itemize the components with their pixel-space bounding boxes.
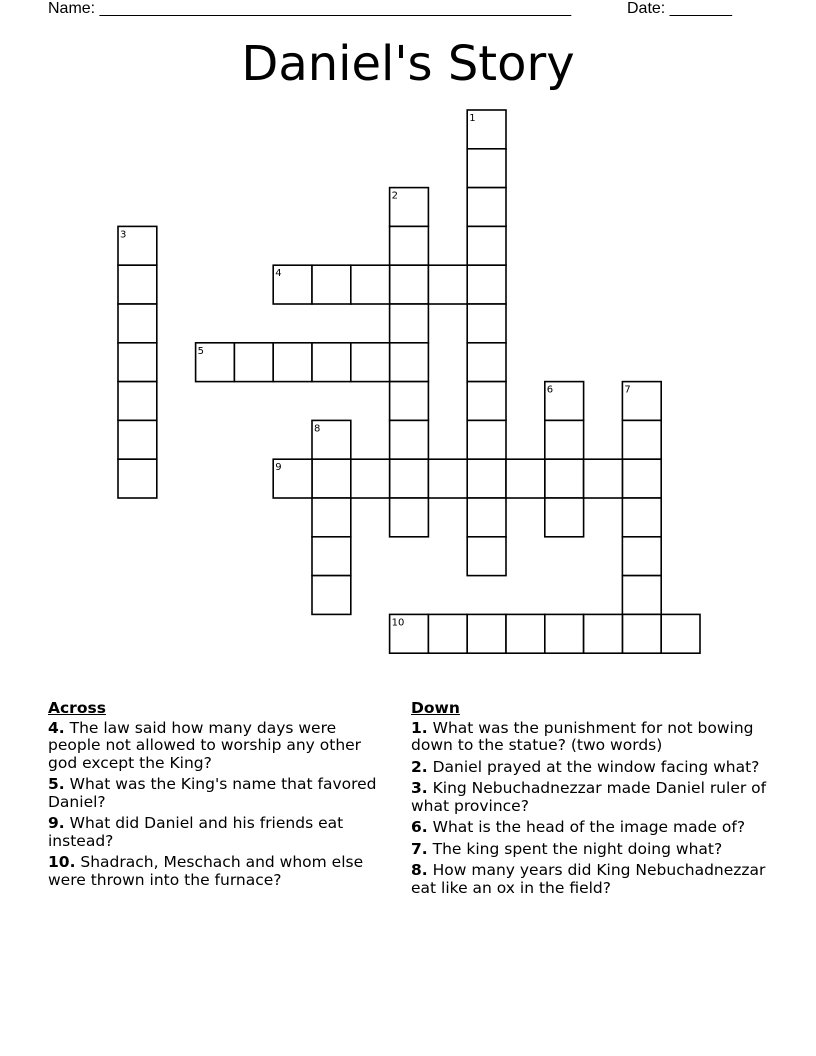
grid-cell[interactable] [467,188,506,227]
grid-cell[interactable] [428,614,467,653]
grid-cell[interactable] [622,420,661,459]
grid-cell[interactable] [545,459,584,498]
grid-cell[interactable] [467,614,506,653]
clue-across-10 [48,854,388,889]
grid-cell[interactable] [545,614,584,653]
clue-number: 8. [411,861,428,879]
grid-cell[interactable] [118,382,157,421]
cell-number-8: 8 [314,423,321,435]
grid-cell[interactable] [390,343,429,382]
grid-cell[interactable] [545,420,584,459]
grid-cell[interactable] [584,614,623,653]
clue-text: What is the head of the image made of? [427,818,746,836]
grid-cell[interactable] [118,343,157,382]
clue-text: What was the punishment for not bowing down to the statue? (two words) [411,718,754,754]
grid-cell[interactable] [390,459,429,498]
grid-cell[interactable] [622,614,661,653]
grid-cell[interactable] [467,498,506,537]
clue-number: 7. [411,839,428,858]
clue-text: King Nebuchadnezzar made Daniel ruler of what province? [411,779,767,815]
grid-cell[interactable] [622,537,661,576]
clue-text: The king spent the night doing what? [427,839,723,858]
clue-text: Shadrach, Meschach and whom else were thrown into the furnace? [48,853,364,889]
clue-down-6 [411,819,776,837]
clue-text: How many years did King Nebuchadnezzar eat like an ox in the field? [411,861,766,897]
grid-cell[interactable] [390,498,429,537]
across-clues [48,700,388,893]
across-heading: Across [48,699,106,717]
grid-cell[interactable] [312,537,351,576]
grid-cell[interactable] [428,265,467,304]
down-heading: Down [411,699,460,717]
clue-down-8 [411,862,776,897]
grid-cell[interactable] [428,459,467,498]
cell-number-7: 7 [624,384,631,396]
clue-number: 2. [411,757,428,776]
name-field[interactable]: Name: _____________________________________________________ [48,0,572,17]
grid-cell[interactable] [312,498,351,537]
grid-cell[interactable] [390,226,429,265]
grid-cell[interactable] [273,343,312,382]
cell-number-1: 1 [469,113,476,124]
grid-cell[interactable] [467,459,506,498]
clue-down-7 [411,841,776,859]
cell-number-4: 4 [275,268,282,280]
clue-number: 10. [48,853,76,871]
grid-cell[interactable] [622,459,661,498]
grid-cell[interactable] [545,498,584,537]
clue-across-4 [48,720,388,773]
clue-across-5 [48,776,388,811]
grid-cell[interactable] [118,265,157,304]
clue-down-1 [411,720,776,755]
down-clues [411,700,776,901]
clue-number: 9. [48,814,65,832]
grid-cell[interactable] [622,498,661,537]
grid-cell[interactable] [312,343,351,382]
clue-number: 6. [411,818,428,836]
grid-cell[interactable] [661,614,700,653]
grid-cell[interactable] [390,265,429,304]
clue-down-3 [411,780,776,815]
clue-number: 4. [48,718,65,737]
grid-cell[interactable] [351,459,390,498]
grid-cell[interactable] [312,459,351,498]
grid-cell[interactable] [506,614,545,653]
clue-text: Daniel prayed at the window facing what? [427,757,760,776]
clue-text: The law said how many days were people not allowed to worship any other god except the King? [48,718,362,772]
grid-cell[interactable] [467,226,506,265]
cell-number-6: 6 [546,384,554,396]
clue-down-2 [411,759,776,777]
cell-number-2: 2 [391,190,398,202]
grid-cell[interactable] [467,537,506,576]
grid-cell[interactable] [351,343,390,382]
clue-across-9 [48,815,388,850]
cell-number-3: 3 [120,229,127,241]
grid-cell[interactable] [467,304,506,343]
grid-cell[interactable] [506,459,545,498]
clue-number: 3. [411,779,428,797]
grid-cell[interactable] [390,420,429,459]
grid-cell[interactable] [390,382,429,421]
clue-text: What was the King's name that favored Daniel? [48,775,377,811]
page-title: Daniel's Story [241,36,575,92]
clue-number: 5. [48,775,65,793]
grid-cell[interactable] [118,420,157,459]
grid-cell[interactable] [467,420,506,459]
grid-cell[interactable] [467,265,506,304]
grid-cell[interactable] [467,382,506,421]
grid-cell[interactable] [312,265,351,304]
grid-cell[interactable] [584,459,623,498]
grid-cell[interactable] [234,343,273,382]
grid-cell[interactable] [118,304,157,343]
grid-cell[interactable] [312,576,351,615]
cell-number-10: 10 [391,617,405,629]
grid-cell[interactable] [390,304,429,343]
clue-number: 1. [411,718,428,737]
cell-number-9: 9 [275,462,282,474]
date-field[interactable]: Date: _______ [627,0,732,17]
grid-cell[interactable] [467,149,506,188]
grid-cell[interactable] [351,265,390,304]
clue-text: What did Daniel and his friends eat instead? [48,814,344,850]
cell-number-5: 5 [197,345,204,357]
grid-cell[interactable] [118,459,157,498]
grid-cell[interactable] [467,343,506,382]
grid-cell[interactable] [622,576,661,615]
